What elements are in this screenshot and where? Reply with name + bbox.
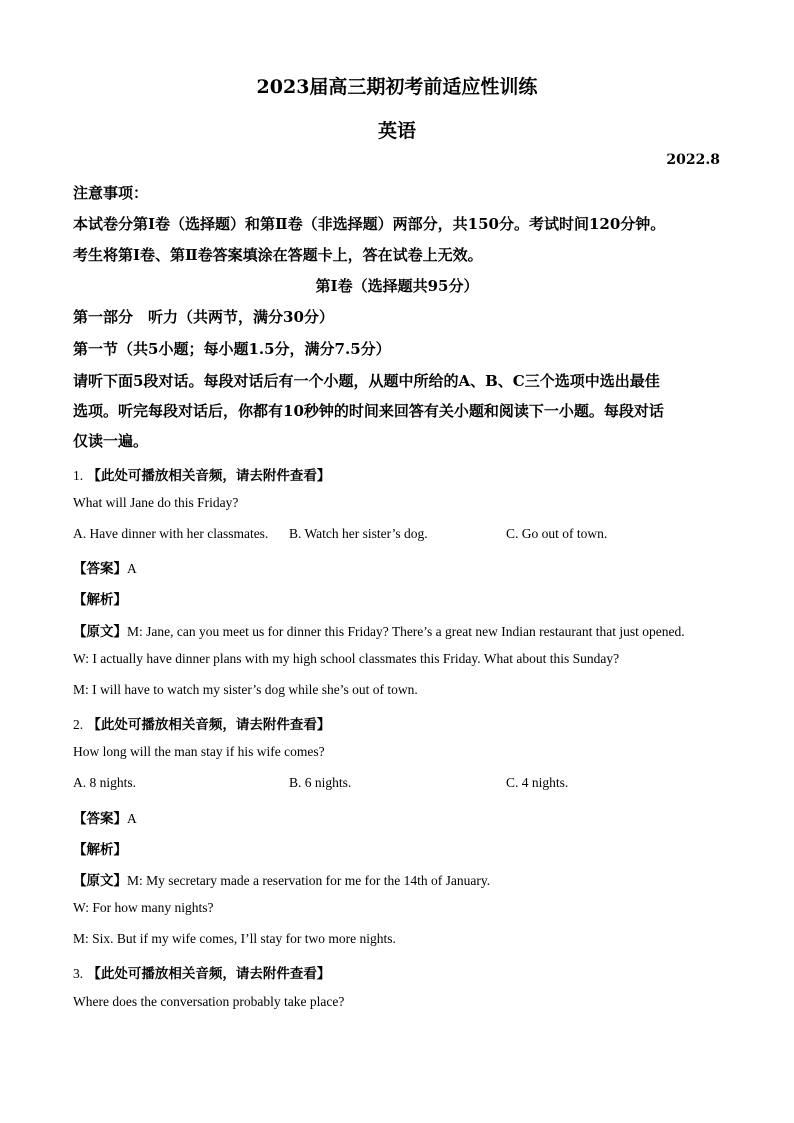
question-2-transcript-3: M: Six. But if my wife comes, I’ll stay for two more nights.: [73, 931, 396, 946]
section-heading: 第一节（共5小题；每小题1.5分，满分7.5分）: [73, 340, 391, 358]
notice-line-1: 本试卷分第Ⅰ卷（选择题）和第Ⅱ卷（非选择题）两部分，共150分。考试时间120分钟。: [73, 215, 666, 233]
question-2-header: [73, 713, 330, 733]
transcript-text: M: Jane, can you meet us for dinner this Friday? There’s a great new Indian restaurant that just opened.: [127, 624, 685, 639]
notice-heading: 注意事项：: [73, 184, 149, 202]
question-2-answer: [73, 807, 137, 827]
transcript-text: M: My secretary made a reservation for me for the 14th of January.: [127, 873, 491, 888]
question-2-option-a: A. 8 nights.: [73, 775, 137, 790]
audio-placeholder[interactable]: 【此处可播放相关音频，请去附件查看】: [87, 966, 331, 982]
part-heading: 第一部分 听力（共两节，满分30分）: [73, 308, 334, 326]
question-2-prompt: How long will the man stay if his wife comes?: [73, 744, 325, 759]
transcript-tag: 【原文】: [73, 624, 127, 640]
question-1-transcript-1: [73, 620, 685, 640]
question-2-option-b: B. 6 nights.: [289, 775, 352, 790]
exam-date: 2022.8: [666, 152, 720, 168]
answer-tag: 【答案】: [73, 561, 127, 577]
subject-title: 英语: [377, 120, 416, 142]
question-2-analysis-tag: 【解析】: [73, 842, 127, 858]
question-1-option-a: A. Have dinner with her classmates.: [73, 526, 269, 541]
question-1-analysis-tag: 【解析】: [73, 592, 127, 608]
question-1-header: [73, 464, 330, 484]
instructions-line-2: 选项。听完每段对话后，你都有10秒钟的时间来回答有关小题和阅读下一小题。每段对话: [73, 402, 664, 420]
question-3-prompt: Where does the conversation probably take place?: [73, 994, 345, 1009]
question-1-prompt: What will Jane do this Friday?: [73, 495, 239, 510]
answer-value: A: [127, 811, 137, 826]
answer-value: A: [127, 561, 137, 576]
instructions-line-3: 仅读一遍。: [73, 432, 149, 450]
instructions-line-1: 请听下面5段对话。每段对话后有一个小题，从题中所给的A、B、C三个选项中选出最佳: [73, 372, 660, 390]
question-number: 1.: [73, 468, 84, 483]
question-2-transcript-2: W: For how many nights?: [73, 900, 214, 915]
answer-tag: 【答案】: [73, 811, 127, 827]
question-number: 3.: [73, 966, 84, 981]
question-1-option-c: C. Go out of town.: [506, 526, 608, 541]
question-2-option-c: C. 4 nights.: [506, 775, 569, 790]
question-2-transcript-1: [73, 869, 490, 889]
question-3-header: [73, 962, 330, 982]
audio-placeholder[interactable]: 【此处可播放相关音频，请去附件查看】: [87, 717, 331, 733]
volume-title: 第Ⅰ卷（选择题共95分）: [315, 277, 479, 295]
question-1-transcript-2: W: I actually have dinner plans with my high school classmates this Friday. What about this Sunday?: [73, 651, 620, 666]
notice-line-2: 考生将第Ⅰ卷、第Ⅱ卷答案填涂在答题卡上，答在试卷上无效。: [73, 246, 483, 264]
exam-title: 2023届高三期初考前适应性训练: [256, 76, 538, 98]
question-1-answer: [73, 557, 137, 577]
transcript-tag: 【原文】: [73, 873, 127, 889]
question-1-option-b: B. Watch her sister’s dog.: [289, 526, 428, 541]
question-1-transcript-3: M: I will have to watch my sister’s dog while she’s out of town.: [73, 682, 418, 697]
question-number: 2.: [73, 717, 84, 732]
audio-placeholder[interactable]: 【此处可播放相关音频，请去附件查看】: [87, 468, 331, 484]
